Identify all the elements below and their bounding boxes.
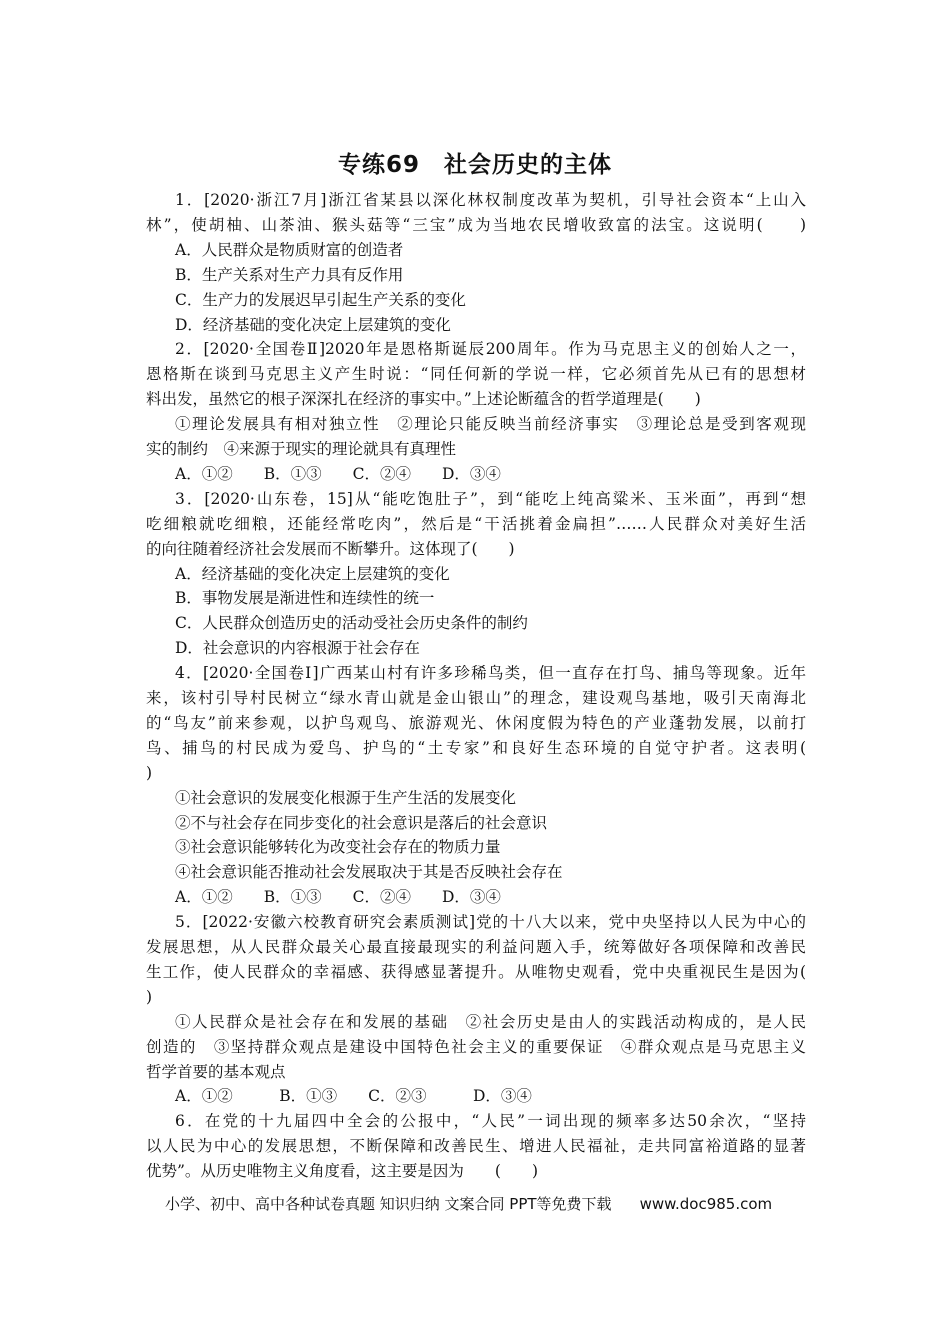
text-line: B．事物发展是渐进性和连续性的统一 bbox=[175, 589, 435, 608]
text-line: ②不与社会存在同步变化的社会意识是落后的社会意识 bbox=[175, 813, 548, 832]
text-line: 以人民为中心的发展思想，不断保障和改善民生、增进人民福祉，走共同富裕道路的显著 bbox=[146, 1137, 806, 1156]
text-line: D．经济基础的变化决定上层建筑的变化 bbox=[175, 315, 451, 334]
footer-text: 小学、初中、高中各种试卷真题 知识归纳 文案合同 PPT等免费下载 bbox=[165, 1195, 612, 1213]
text-line: C．生产力的发展迟早引起生产关系的变化 bbox=[175, 290, 466, 309]
text-line: C．人民群众创造历史的活动受社会历史条件的制约 bbox=[175, 614, 528, 633]
text-line: 来，该村引导村民树立“绿水青山就是金山银山”的理念，建设观鸟基地，吸引天南海北 bbox=[146, 689, 806, 707]
text-line: 的向往随着经济社会发展而不断攀升。这体现了( ) bbox=[146, 539, 515, 558]
text-line: 1．[2020·浙江7月]浙江省某县以深化林权制度改革为契机，引导社会资本“上山入 bbox=[175, 191, 806, 209]
text-line: D．社会意识的内容根源于社会存在 bbox=[175, 639, 420, 658]
text-line: 哲学首要的基本观点 bbox=[146, 1062, 286, 1081]
text-line: 4．[2020·全国卷Ⅰ]广西某山村有许多珍稀鸟类，但一直存在打鸟、捕鸟等现象。近年 bbox=[175, 664, 806, 683]
text-line: 6．在党的十九届四中全会的公报中，“人民”一词出现的频率多达50余次，“坚持 bbox=[175, 1112, 806, 1131]
text-line: A．经济基础的变化决定上层建筑的变化 bbox=[175, 564, 450, 583]
text-line: ) bbox=[146, 987, 153, 1006]
text-line: ①人民群众是社会存在和发展的基础 ②社会历史是由人的实践活动构成的，是人民 bbox=[175, 1012, 806, 1031]
text-line: 林”，使胡柚、山茶油、猴头菇等“三宝”成为当地农民增收致富的法宝。这说明( ) bbox=[146, 215, 806, 234]
text-line: 吃细粮就吃细粮，还能经常吃肉”，然后是“干活挑着金扁担”……人民群众对美好生活 bbox=[146, 514, 806, 533]
text-line: ③社会意识能够转化为改变社会存在的物质力量 bbox=[175, 838, 501, 857]
text-line: ①理论发展具有相对独立性 ②理论只能反映当前经济事实 ③理论总是受到客观现 bbox=[175, 415, 806, 434]
text-line: ④社会意识能否推动社会发展取决于其是否反映社会存在 bbox=[175, 863, 563, 882]
text-line: A．①② B．①③ C．②④ D．③④ bbox=[175, 464, 501, 483]
text-line: 实的制约 ④来源于现实的理论就具有真理性 bbox=[146, 440, 457, 458]
text-line: 优势”。从历史唯物主义角度看，这主要是因为 ( ) bbox=[146, 1162, 539, 1181]
text-line: 发展思想，从人民群众最关心最直接最现实的利益问题入手，统筹做好各项保障和改善民 bbox=[146, 938, 806, 956]
text-line: ①社会意识的发展变化根源于生产生活的发展变化 bbox=[175, 788, 517, 807]
text-line: 创造的 ③坚持群众观点是建设中国特色社会主义的重要保证 ④群众观点是马克思主义 bbox=[146, 1037, 806, 1056]
text-line: 3．[2020·山东卷，15]从“能吃饱肚子”，到“能吃上纯高粱米、玉米面”，再到“想 bbox=[175, 489, 806, 508]
text-line: 2．[2020·全国卷Ⅱ]2020年是恩格斯诞辰200周年。作为马克思主义的创始人之一， bbox=[175, 340, 806, 359]
page-title: 专练69 社会历史的主体 bbox=[337, 152, 612, 178]
text-line: 鸟、捕鸟的村民成为爱鸟、护鸟的“土专家”和良好生态环境的自觉守护者。这表明( bbox=[146, 738, 806, 757]
text-line: 生工作，使人民群众的幸福感、获得感显著提升。从唯物史观看，党中央重视民生是因为( bbox=[146, 962, 806, 981]
text-line: A．①② B．①③ C．②③ D．③④ bbox=[175, 1087, 532, 1106]
text-line: 料出发，虽然它的根子深深扎在经济的事实中。”上述论断蕴含的哲学道理是( ) bbox=[146, 390, 701, 409]
text-line: 的“鸟友”前来参观，以护鸟观鸟、旅游观光、休闲度假为特色的产业蓬勃发展，以前打 bbox=[146, 713, 806, 732]
text-line: A．人民群众是物质财富的创造者 bbox=[175, 240, 404, 259]
footer bbox=[165, 1193, 772, 1214]
text-line: ) bbox=[146, 763, 153, 782]
text-line: 恩格斯在谈到马克思主义产生时说：“同任何新的学说一样，它必须首先从已有的思想材 bbox=[146, 365, 806, 384]
footer-url: www.doc985.com bbox=[639, 1195, 773, 1213]
text-line: B．生产关系对生产力具有反作用 bbox=[175, 265, 404, 284]
text-line: 5．[2022·安徽六校教育研究会素质测试]党的十八大以来，党中央坚持以人民为中心的 bbox=[175, 913, 806, 932]
text-line: A．①② B．①③ C．②④ D．③④ bbox=[175, 888, 501, 907]
